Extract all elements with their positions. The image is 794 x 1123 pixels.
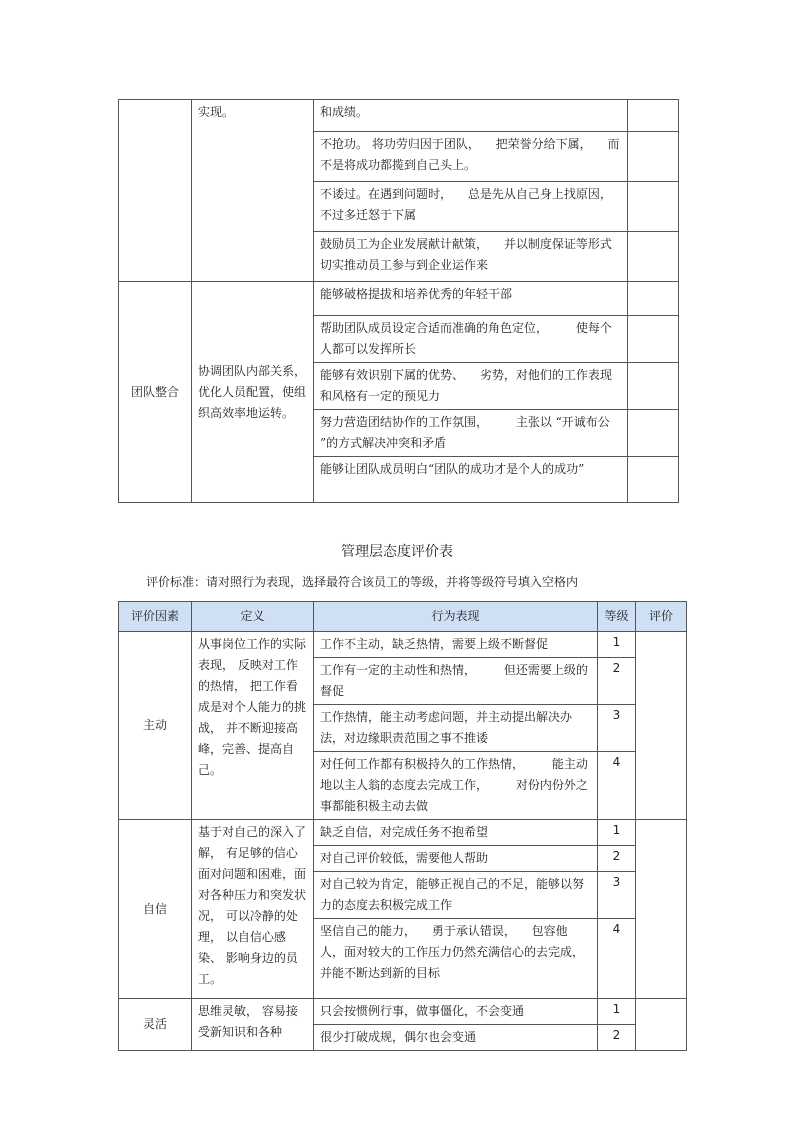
definition-cell: 实现。 — [192, 100, 314, 282]
evaluation-cell[interactable] — [628, 182, 679, 232]
factor-cell-initiative: 主动 — [119, 632, 192, 820]
behavior-cell: 努力营造团结协作的工作氛围， 主张以 “开诚布公 ”的方式解决冲突和矛盾 — [314, 410, 628, 457]
level-cell: 2 — [598, 658, 636, 705]
header-level: 等级 — [598, 602, 636, 632]
behavior-cell: 不诿过。在遇到问题时， 总是先从自己身上找原因，不过多迁怒于下属 — [314, 182, 628, 232]
evaluation-cell[interactable] — [628, 132, 679, 182]
header-evaluation: 评价 — [636, 602, 687, 632]
behavior-cell: 缺乏自信，对完成任务不抱希望 — [314, 820, 598, 846]
leadership-table-continued — [118, 99, 679, 503]
evaluation-cell[interactable] — [628, 316, 679, 363]
behavior-cell: 鼓励员工为企业发展献计献策， 并以制度保证等形式切实推动员工参与到企业运作来 — [314, 232, 628, 282]
behavior-cell: 工作热情，能主动考虑问题，并主动提出解决办法，对边缘职责范围之事不推诿 — [314, 705, 598, 752]
factor-cell-confidence: 自信 — [119, 820, 192, 999]
definition-cell-confidence: 基于对自己的深入了解， 有足够的信心面对问题和困难，面对各种压力和突发状况， 可以冷静的处理， 以自信心感染、 影响身边的员工。 — [192, 820, 314, 999]
behavior-cell: 帮助团队成员设定合适而准确的角色定位， 使每个人都可以发挥所长 — [314, 316, 628, 363]
behavior-cell: 对任何工作都有积极持久的工作热情， 能主动地以主人翁的态度去完成工作， 对份内份外之事都能积极主动去做 — [314, 752, 598, 820]
behavior-cell: 不抢功。 将功劳归因于团队， 把荣誉分给下属， 而不是将成功都揽到自己头上。 — [314, 132, 628, 182]
evaluation-cell[interactable] — [628, 363, 679, 410]
evaluation-cell[interactable] — [628, 232, 679, 282]
evaluation-cell[interactable] — [628, 457, 679, 503]
evaluation-criteria: 评价标准：请对照行为表现，选择最符合该员工的等级，并将等级符号填入空格内 — [146, 575, 579, 589]
behavior-cell: 对自己评价较低，需要他人帮助 — [314, 846, 598, 872]
page-title: 管理层态度评价表 — [341, 544, 453, 560]
level-cell: 4 — [598, 752, 636, 820]
behavior-cell: 工作不主动，缺乏热情，需要上级不断督促 — [314, 632, 598, 658]
level-cell: 2 — [598, 846, 636, 872]
evaluation-input-flexible[interactable] — [636, 999, 687, 1051]
behavior-cell: 对自己较为肯定，能够正视自己的不足，能够以努力的态度去积极完成工作 — [314, 872, 598, 919]
behavior-cell: 很少打破成规，偶尔也会变通 — [314, 1025, 598, 1051]
evaluation-cell[interactable] — [628, 100, 679, 132]
evaluation-cell[interactable] — [628, 410, 679, 457]
behavior-cell: 能够有效识别下属的优势、 劣势，对他们的工作表现和风格有一定的预见力 — [314, 363, 628, 410]
evaluation-cell[interactable] — [628, 282, 679, 316]
behavior-cell: 工作有一定的主动性和热情， 但还需要上级的督促 — [314, 658, 598, 705]
behavior-cell: 和成绩。 — [314, 100, 628, 132]
level-cell: 1 — [598, 999, 636, 1025]
header-definition: 定义 — [192, 602, 314, 632]
definition-cell-flexible: 思维灵敏， 容易接受新知识和各种 — [192, 999, 314, 1051]
factor-cell-flexible: 灵活 — [119, 999, 192, 1051]
level-cell: 3 — [598, 705, 636, 752]
behavior-cell: 能够让团队成员明白“团队的成功才是个人的成功” — [314, 457, 628, 503]
definition-cell-team: 协调团队内部关系，优化人员配置，使组织高效率地运转。 — [192, 282, 314, 503]
level-cell: 3 — [598, 872, 636, 919]
evaluation-input-confidence[interactable] — [636, 820, 687, 999]
behavior-cell: 能够破格提拔和培养优秀的年轻干部 — [314, 282, 628, 316]
level-cell: 1 — [598, 820, 636, 846]
behavior-cell: 坚信自己的能力， 勇于承认错误， 包容他人，面对较大的工作压力仍然充满信心的去完成，并能不断达到新的目标 — [314, 919, 598, 999]
header-behavior: 行为表现 — [314, 602, 598, 632]
definition-cell-initiative: 从事岗位工作的实际表现， 反映对工作的热情， 把工作看成是对个人能力的挑战， 并不断迎接高峰，完善、提高自己。 — [192, 632, 314, 820]
level-cell: 4 — [598, 919, 636, 999]
attitude-evaluation-table — [118, 601, 687, 1051]
behavior-cell: 只会按惯例行事，做事僵化，不会变通 — [314, 999, 598, 1025]
level-cell: 2 — [598, 1025, 636, 1051]
evaluation-input-initiative[interactable] — [636, 632, 687, 820]
factor-cell-team: 团队整合 — [119, 282, 192, 503]
header-factor: 评价因素 — [119, 602, 192, 632]
level-cell: 1 — [598, 632, 636, 658]
factor-cell-empty — [119, 100, 192, 282]
